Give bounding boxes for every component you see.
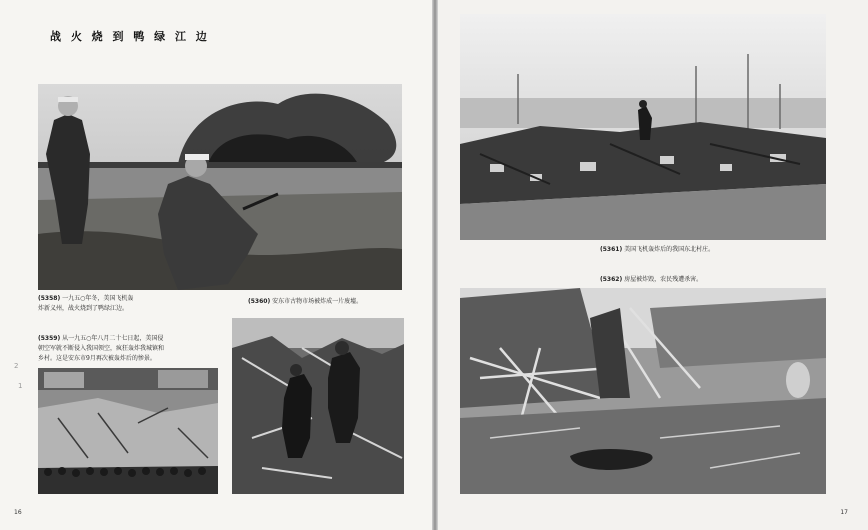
- caption-text: 安东市古物市场被炸成一片废墟。: [272, 298, 363, 305]
- caption-text: 炸新义州，战火烧到了鸭绿江边。: [38, 305, 129, 312]
- photo-antung-market-ruins: [232, 318, 404, 494]
- photo-bombed-northeast-village: [460, 14, 826, 240]
- caption-text: 美国飞机轰炸后的我国东北村庄。: [624, 246, 715, 253]
- caption-number: (5362): [600, 276, 623, 283]
- caption-text: 从一九五○年八月二十七日起，美国侵: [62, 335, 164, 342]
- caption-number: (5361): [600, 246, 623, 253]
- caption-text: 一九五○年冬，美国飞机轰: [62, 295, 134, 302]
- margin-mark: 2: [14, 362, 19, 370]
- caption-text: 朝空军就不断侵入我国领空，疯狂轰炸我城镇和: [38, 345, 165, 352]
- caption-number: (5358): [38, 295, 61, 302]
- caption-text: 房屋被炸毁，农民残遭杀害。: [624, 276, 703, 283]
- margin-mark: 1: [18, 382, 23, 390]
- caption-5358: [38, 294, 228, 314]
- page-number: 16: [14, 509, 22, 516]
- photo-antung-bombing-aftermath: [38, 368, 218, 494]
- caption-5359: [38, 334, 228, 364]
- right-page: [438, 0, 868, 530]
- caption-number: (5359): [38, 335, 61, 342]
- caption-5362: [600, 275, 850, 285]
- page-number: 17: [840, 509, 848, 516]
- left-page: [0, 0, 432, 530]
- caption-text: 乡村。这是安东市9月再次被轰炸后的惨景。: [38, 355, 156, 362]
- photo-soldiers-yalu-river: [38, 84, 402, 290]
- caption-number: (5360): [248, 298, 271, 305]
- page-title: 战 火 烧 到 鸭 绿 江 边: [50, 30, 210, 43]
- caption-5360: [248, 297, 428, 307]
- caption-5361: [600, 245, 850, 255]
- photo-destroyed-farmhouses: [460, 288, 826, 494]
